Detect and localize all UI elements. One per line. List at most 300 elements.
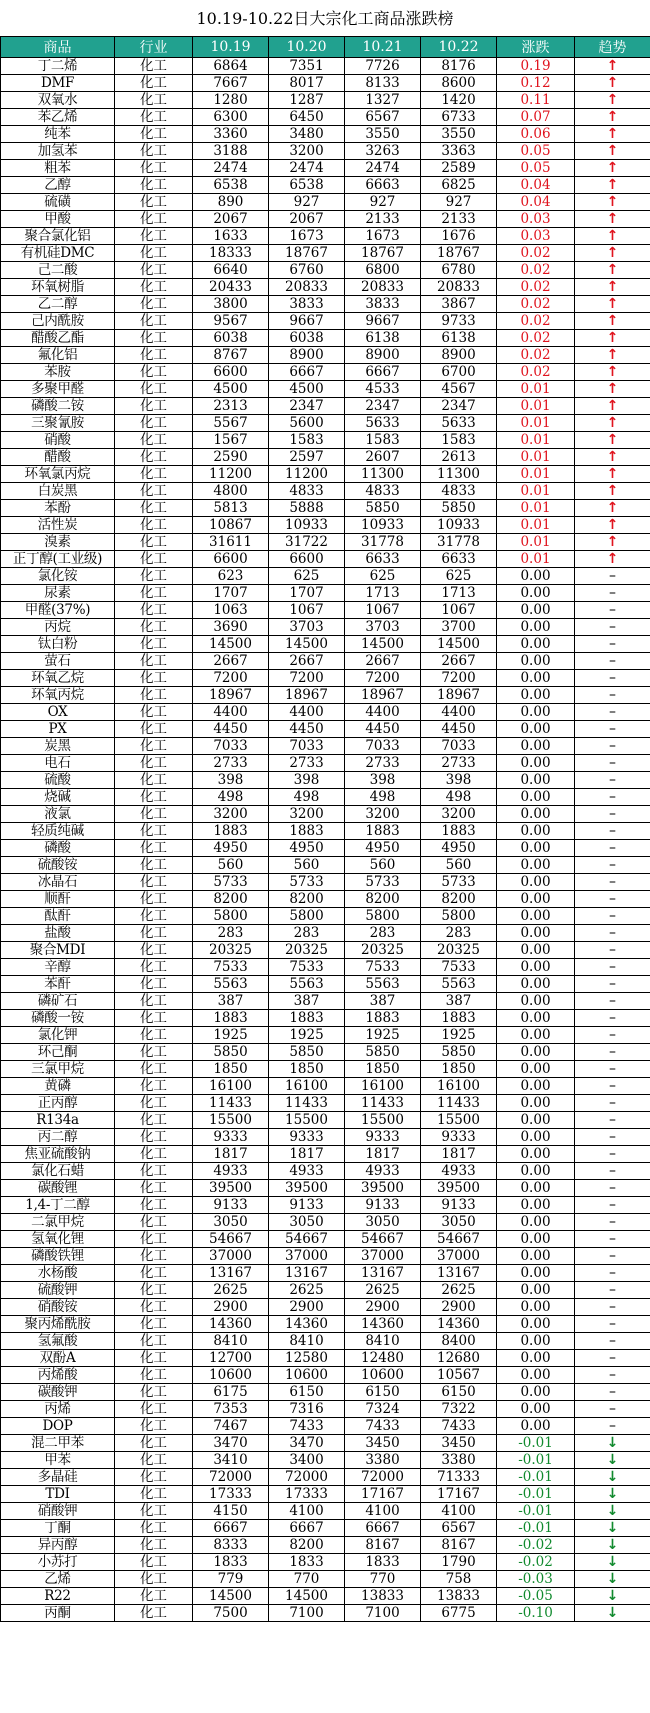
table-row <box>1 1282 650 1299</box>
cell-commodity: 顺酐 <box>1 891 115 908</box>
cell-commodity: 异丙醇 <box>1 1537 115 1554</box>
cell-price-1022: 2613 <box>421 449 497 466</box>
cell-industry: 化工 <box>115 1180 193 1197</box>
cell-price-1022: 6567 <box>421 1520 497 1537</box>
cell-price-1022: 5633 <box>421 415 497 432</box>
cell-price-1019: 1850 <box>193 1061 269 1078</box>
cell-commodity: 碳酸锂 <box>1 1180 115 1197</box>
cell-change: 0.00 <box>497 840 575 857</box>
cell-price-1021: 5733 <box>345 874 421 891</box>
cell-price-1021: 1673 <box>345 228 421 245</box>
cell-price-1020: 2347 <box>269 398 345 415</box>
cell-price-1019: 2474 <box>193 160 269 177</box>
cell-change: 0.00 <box>497 670 575 687</box>
cell-price-1022: 4833 <box>421 483 497 500</box>
table-row <box>1 1163 650 1180</box>
cell-price-1021: 1883 <box>345 823 421 840</box>
cell-commodity: 苯胺 <box>1 364 115 381</box>
arrow-down-icon: ↓ <box>575 1537 650 1554</box>
cell-price-1022: 9733 <box>421 313 497 330</box>
cell-price-1020: 5600 <box>269 415 345 432</box>
table-row <box>1 1044 650 1061</box>
cell-commodity: 硝酸钾 <box>1 1503 115 1520</box>
cell-commodity: 碳酸钾 <box>1 1384 115 1401</box>
cell-change: 0.00 <box>497 653 575 670</box>
cell-commodity: 丙烯 <box>1 1401 115 1418</box>
cell-price-1021: 1925 <box>345 1027 421 1044</box>
cell-change: 0.00 <box>497 1061 575 1078</box>
dash-icon: – <box>575 1401 650 1418</box>
cell-price-1021: 1833 <box>345 1554 421 1571</box>
cell-price-1019: 11200 <box>193 466 269 483</box>
cell-commodity: 多晶硅 <box>1 1469 115 1486</box>
cell-price-1019: 6640 <box>193 262 269 279</box>
cell-commodity: 醋酸 <box>1 449 115 466</box>
cell-price-1021: 9333 <box>345 1129 421 1146</box>
cell-change: 0.00 <box>497 636 575 653</box>
dash-icon: – <box>575 1095 650 1112</box>
cell-change: 0.00 <box>497 1333 575 1350</box>
cell-price-1021: 9133 <box>345 1197 421 1214</box>
cell-price-1022: 7322 <box>421 1401 497 1418</box>
cell-change: 0.00 <box>497 789 575 806</box>
arrow-up-icon: ↑ <box>575 109 650 126</box>
cell-price-1021: 1583 <box>345 432 421 449</box>
cell-price-1022: 11433 <box>421 1095 497 1112</box>
table-row <box>1 891 650 908</box>
table-row <box>1 449 650 466</box>
cell-price-1020: 7351 <box>269 58 345 75</box>
arrow-down-icon: ↓ <box>575 1588 650 1605</box>
dash-icon: – <box>575 1163 650 1180</box>
cell-price-1022: 758 <box>421 1571 497 1588</box>
cell-price-1022: 498 <box>421 789 497 806</box>
table-row <box>1 789 650 806</box>
cell-commodity: R22 <box>1 1588 115 1605</box>
cell-commodity: 磷酸二铵 <box>1 398 115 415</box>
cell-commodity: 水杨酸 <box>1 1265 115 1282</box>
cell-change: -0.01 <box>497 1435 575 1452</box>
cell-industry: 化工 <box>115 1044 193 1061</box>
cell-price-1022: 8176 <box>421 58 497 75</box>
table-row <box>1 857 650 874</box>
cell-price-1022: 3450 <box>421 1435 497 1452</box>
cell-price-1022: 3700 <box>421 619 497 636</box>
table-row <box>1 585 650 602</box>
dash-icon: – <box>575 823 650 840</box>
dash-icon: – <box>575 1112 650 1129</box>
cell-price-1020: 1883 <box>269 1010 345 1027</box>
cell-price-1020: 2733 <box>269 755 345 772</box>
cell-industry: 化工 <box>115 517 193 534</box>
cell-price-1022: 398 <box>421 772 497 789</box>
cell-price-1019: 4150 <box>193 1503 269 1520</box>
cell-price-1022: 1817 <box>421 1146 497 1163</box>
cell-price-1020: 39500 <box>269 1180 345 1197</box>
cell-change: 0.00 <box>497 1095 575 1112</box>
dash-icon: – <box>575 1197 650 1214</box>
cell-industry: 化工 <box>115 1146 193 1163</box>
dash-icon: – <box>575 806 650 823</box>
cell-price-1019: 7500 <box>193 1605 269 1622</box>
cell-price-1021: 3263 <box>345 143 421 160</box>
cell-price-1019: 6864 <box>193 58 269 75</box>
cell-price-1022: 6150 <box>421 1384 497 1401</box>
cell-price-1021: 560 <box>345 857 421 874</box>
cell-price-1019: 3050 <box>193 1214 269 1231</box>
cell-commodity: R134a <box>1 1112 115 1129</box>
cell-price-1020: 1067 <box>269 602 345 619</box>
cell-price-1019: 8200 <box>193 891 269 908</box>
cell-commodity: 环氧乙烷 <box>1 670 115 687</box>
dash-icon: – <box>575 1214 650 1231</box>
cell-price-1020: 14500 <box>269 1588 345 1605</box>
arrow-up-icon: ↑ <box>575 415 650 432</box>
cell-price-1021: 2133 <box>345 211 421 228</box>
arrow-up-icon: ↑ <box>575 432 650 449</box>
cell-price-1022: 2733 <box>421 755 497 772</box>
cell-commodity: 丙二醇 <box>1 1129 115 1146</box>
cell-commodity: 盐酸 <box>1 925 115 942</box>
cell-price-1022: 18967 <box>421 687 497 704</box>
cell-price-1020: 10933 <box>269 517 345 534</box>
dash-icon: – <box>575 653 650 670</box>
cell-price-1022: 2900 <box>421 1299 497 1316</box>
cell-industry: 化工 <box>115 1265 193 1282</box>
cell-price-1020: 3703 <box>269 619 345 636</box>
cell-price-1021: 2474 <box>345 160 421 177</box>
cell-price-1020: 7100 <box>269 1605 345 1622</box>
cell-price-1021: 5850 <box>345 500 421 517</box>
cell-commodity: 丁二烯 <box>1 58 115 75</box>
cell-price-1019: 1925 <box>193 1027 269 1044</box>
arrow-up-icon: ↑ <box>575 194 650 211</box>
cell-price-1020: 9667 <box>269 313 345 330</box>
dash-icon: – <box>575 840 650 857</box>
cell-price-1020: 16100 <box>269 1078 345 1095</box>
table-row <box>1 738 650 755</box>
arrow-up-icon: ↑ <box>575 211 650 228</box>
dash-icon: – <box>575 1027 650 1044</box>
cell-commodity: 硫酸铵 <box>1 857 115 874</box>
page-title: 10.19-10.22日大宗化工商品涨跌榜 <box>196 9 454 28</box>
cell-industry: 化工 <box>115 1010 193 1027</box>
cell-change: 0.07 <box>497 109 575 126</box>
cell-commodity: 双酚A <box>1 1350 115 1367</box>
cell-price-1019: 398 <box>193 772 269 789</box>
cell-change: 0.01 <box>497 449 575 466</box>
cell-price-1019: 54667 <box>193 1231 269 1248</box>
cell-change: 0.01 <box>497 534 575 551</box>
cell-price-1019: 10867 <box>193 517 269 534</box>
cell-price-1019: 7533 <box>193 959 269 976</box>
arrow-up-icon: ↑ <box>575 483 650 500</box>
cell-price-1019: 17333 <box>193 1486 269 1503</box>
cell-price-1022: 11300 <box>421 466 497 483</box>
cell-industry: 化工 <box>115 1486 193 1503</box>
cell-change: 0.00 <box>497 704 575 721</box>
cell-change: -0.02 <box>497 1537 575 1554</box>
cell-commodity: 氢氟酸 <box>1 1333 115 1350</box>
cell-price-1022: 560 <box>421 857 497 874</box>
cell-price-1022: 1583 <box>421 432 497 449</box>
dash-icon: – <box>575 1061 650 1078</box>
cell-industry: 化工 <box>115 1469 193 1486</box>
cell-industry: 化工 <box>115 857 193 874</box>
cell-price-1022: 14360 <box>421 1316 497 1333</box>
cell-price-1020: 3050 <box>269 1214 345 1231</box>
cell-change: 0.00 <box>497 738 575 755</box>
cell-price-1021: 15500 <box>345 1112 421 1129</box>
cell-change: 0.00 <box>497 1265 575 1282</box>
cell-commodity: 丁酮 <box>1 1520 115 1537</box>
table-row <box>1 1469 650 1486</box>
cell-price-1022: 5850 <box>421 1044 497 1061</box>
cell-price-1019: 4500 <box>193 381 269 398</box>
cell-price-1022: 2133 <box>421 211 497 228</box>
arrow-up-icon: ↑ <box>575 466 650 483</box>
cell-price-1022: 13167 <box>421 1265 497 1282</box>
arrow-up-icon: ↑ <box>575 245 650 262</box>
cell-price-1019: 4450 <box>193 721 269 738</box>
table-row <box>1 1316 650 1333</box>
cell-price-1021: 14500 <box>345 636 421 653</box>
cell-price-1022: 3050 <box>421 1214 497 1231</box>
cell-price-1019: 2313 <box>193 398 269 415</box>
cell-price-1022: 7200 <box>421 670 497 687</box>
cell-price-1021: 4933 <box>345 1163 421 1180</box>
cell-commodity: 电石 <box>1 755 115 772</box>
cell-industry: 化工 <box>115 738 193 755</box>
cell-price-1021: 37000 <box>345 1248 421 1265</box>
cell-price-1021: 7324 <box>345 1401 421 1418</box>
arrow-up-icon: ↑ <box>575 313 650 330</box>
table-row <box>1 398 650 415</box>
cell-change: 0.00 <box>497 585 575 602</box>
cell-price-1019: 890 <box>193 194 269 211</box>
table-row <box>1 1367 650 1384</box>
cell-industry: 化工 <box>115 432 193 449</box>
dash-icon: – <box>575 1350 650 1367</box>
cell-commodity: PX <box>1 721 115 738</box>
cell-industry: 化工 <box>115 483 193 500</box>
cell-price-1020: 1583 <box>269 432 345 449</box>
cell-industry: 化工 <box>115 1588 193 1605</box>
cell-price-1021: 1713 <box>345 585 421 602</box>
cell-price-1021: 10600 <box>345 1367 421 1384</box>
cell-change: 0.19 <box>497 58 575 75</box>
cell-change: 0.05 <box>497 160 575 177</box>
cell-price-1020: 14500 <box>269 636 345 653</box>
cell-price-1021: 11300 <box>345 466 421 483</box>
cell-price-1021: 387 <box>345 993 421 1010</box>
table-row <box>1 840 650 857</box>
table-row <box>1 1061 650 1078</box>
cell-price-1022: 1676 <box>421 228 497 245</box>
cell-commodity: 粗苯 <box>1 160 115 177</box>
cell-change: 0.01 <box>497 381 575 398</box>
cell-price-1021: 17167 <box>345 1486 421 1503</box>
cell-price-1020: 7316 <box>269 1401 345 1418</box>
cell-industry: 化工 <box>115 840 193 857</box>
cell-price-1020: 7200 <box>269 670 345 687</box>
cell-price-1022: 5850 <box>421 500 497 517</box>
cell-change: 0.00 <box>497 874 575 891</box>
cell-price-1020: 5800 <box>269 908 345 925</box>
cell-commodity: 环氧氯丙烷 <box>1 466 115 483</box>
cell-industry: 化工 <box>115 602 193 619</box>
cell-industry: 化工 <box>115 109 193 126</box>
cell-price-1020: 1707 <box>269 585 345 602</box>
cell-industry: 化工 <box>115 177 193 194</box>
cell-price-1020: 6600 <box>269 551 345 568</box>
cell-price-1021: 13833 <box>345 1588 421 1605</box>
cell-price-1020: 5850 <box>269 1044 345 1061</box>
cell-change: 0.02 <box>497 296 575 313</box>
cell-price-1022: 6780 <box>421 262 497 279</box>
cell-change: 0.00 <box>497 1129 575 1146</box>
cell-price-1020: 4500 <box>269 381 345 398</box>
cell-price-1022: 4950 <box>421 840 497 857</box>
cell-change: 0.00 <box>497 1299 575 1316</box>
cell-price-1019: 7667 <box>193 75 269 92</box>
cell-price-1022: 8200 <box>421 891 497 908</box>
cell-change: 0.00 <box>497 925 575 942</box>
cell-price-1020: 927 <box>269 194 345 211</box>
cell-industry: 化工 <box>115 1129 193 1146</box>
cell-change: 0.00 <box>497 823 575 840</box>
arrow-up-icon: ↑ <box>575 381 650 398</box>
cell-commodity: 酞酐 <box>1 908 115 925</box>
table-row <box>1 568 650 585</box>
cell-price-1019: 20325 <box>193 942 269 959</box>
table-row <box>1 1265 650 1282</box>
cell-price-1020: 3480 <box>269 126 345 143</box>
arrow-up-icon: ↑ <box>575 364 650 381</box>
cell-price-1020: 6150 <box>269 1384 345 1401</box>
cell-price-1021: 8167 <box>345 1537 421 1554</box>
cell-industry: 化工 <box>115 636 193 653</box>
cell-industry: 化工 <box>115 1197 193 1214</box>
cell-price-1019: 7467 <box>193 1418 269 1435</box>
cell-price-1019: 3800 <box>193 296 269 313</box>
cell-commodity: 聚合氯化铝 <box>1 228 115 245</box>
dash-icon: – <box>575 874 650 891</box>
cell-price-1022: 2589 <box>421 160 497 177</box>
cell-industry: 化工 <box>115 993 193 1010</box>
cell-price-1020: 6667 <box>269 364 345 381</box>
table-row <box>1 1146 650 1163</box>
table-row <box>1 58 650 75</box>
cell-price-1022: 6825 <box>421 177 497 194</box>
cell-change: 0.12 <box>497 75 575 92</box>
cell-price-1019: 9567 <box>193 313 269 330</box>
cell-commodity: 磷酸铁锂 <box>1 1248 115 1265</box>
table-row <box>1 415 650 432</box>
cell-price-1020: 6450 <box>269 109 345 126</box>
dash-icon: – <box>575 1044 650 1061</box>
table-row <box>1 109 650 126</box>
cell-price-1021: 10933 <box>345 517 421 534</box>
cell-industry: 化工 <box>115 143 193 160</box>
cell-industry: 化工 <box>115 126 193 143</box>
cell-industry: 化工 <box>115 296 193 313</box>
dash-icon: – <box>575 789 650 806</box>
cell-price-1020: 6038 <box>269 330 345 347</box>
cell-commodity: 聚合MDI <box>1 942 115 959</box>
cell-price-1019: 10600 <box>193 1367 269 1384</box>
arrow-up-icon: ↑ <box>575 279 650 296</box>
cell-commodity: 硫酸 <box>1 772 115 789</box>
cell-price-1021: 4100 <box>345 1503 421 1520</box>
cell-price-1020: 20833 <box>269 279 345 296</box>
cell-price-1020: 2597 <box>269 449 345 466</box>
cell-change: -0.01 <box>497 1503 575 1520</box>
table-row <box>1 92 650 109</box>
cell-change: 0.00 <box>497 1214 575 1231</box>
table-row <box>1 1299 650 1316</box>
cell-price-1020: 2474 <box>269 160 345 177</box>
cell-price-1020: 18967 <box>269 687 345 704</box>
cell-commodity: DMF <box>1 75 115 92</box>
cell-commodity: 丙酮 <box>1 1605 115 1622</box>
cell-industry: 化工 <box>115 1163 193 1180</box>
cell-price-1020: 5888 <box>269 500 345 517</box>
table-row <box>1 823 650 840</box>
cell-price-1021: 3380 <box>345 1452 421 1469</box>
cell-commodity: 硝酸 <box>1 432 115 449</box>
table-row <box>1 704 650 721</box>
cell-industry: 化工 <box>115 925 193 942</box>
cell-change: 0.02 <box>497 279 575 296</box>
cell-price-1022: 54667 <box>421 1231 497 1248</box>
cell-change: 0.02 <box>497 245 575 262</box>
cell-commodity: 乙烯 <box>1 1571 115 1588</box>
cell-commodity: 氯化石蜡 <box>1 1163 115 1180</box>
cell-commodity: 磷酸 <box>1 840 115 857</box>
table-row <box>1 534 650 551</box>
cell-change: 0.00 <box>497 721 575 738</box>
cell-commodity: 苯酚 <box>1 500 115 517</box>
cell-price-1021: 11433 <box>345 1095 421 1112</box>
cell-price-1019: 18333 <box>193 245 269 262</box>
cell-price-1022: 1925 <box>421 1027 497 1044</box>
cell-industry: 化工 <box>115 874 193 891</box>
cell-price-1022: 5800 <box>421 908 497 925</box>
table-row <box>1 653 650 670</box>
cell-price-1022: 1420 <box>421 92 497 109</box>
header-row <box>1 37 650 58</box>
table-row <box>1 364 650 381</box>
table-row <box>1 1435 650 1452</box>
table-row <box>1 126 650 143</box>
cell-industry: 化工 <box>115 398 193 415</box>
cell-change: 0.00 <box>497 1163 575 1180</box>
arrow-down-icon: ↓ <box>575 1571 650 1588</box>
header-industry: 行业 <box>115 37 193 58</box>
cell-change: 0.11 <box>497 92 575 109</box>
cell-commodity: 氯化钾 <box>1 1027 115 1044</box>
cell-price-1022: 6138 <box>421 330 497 347</box>
cell-price-1021: 6800 <box>345 262 421 279</box>
cell-price-1020: 1287 <box>269 92 345 109</box>
table-row <box>1 1503 650 1520</box>
cell-price-1021: 5850 <box>345 1044 421 1061</box>
table-row <box>1 721 650 738</box>
arrow-down-icon: ↓ <box>575 1554 650 1571</box>
cell-commodity: 二氯甲烷 <box>1 1214 115 1231</box>
table-row <box>1 1571 650 1588</box>
